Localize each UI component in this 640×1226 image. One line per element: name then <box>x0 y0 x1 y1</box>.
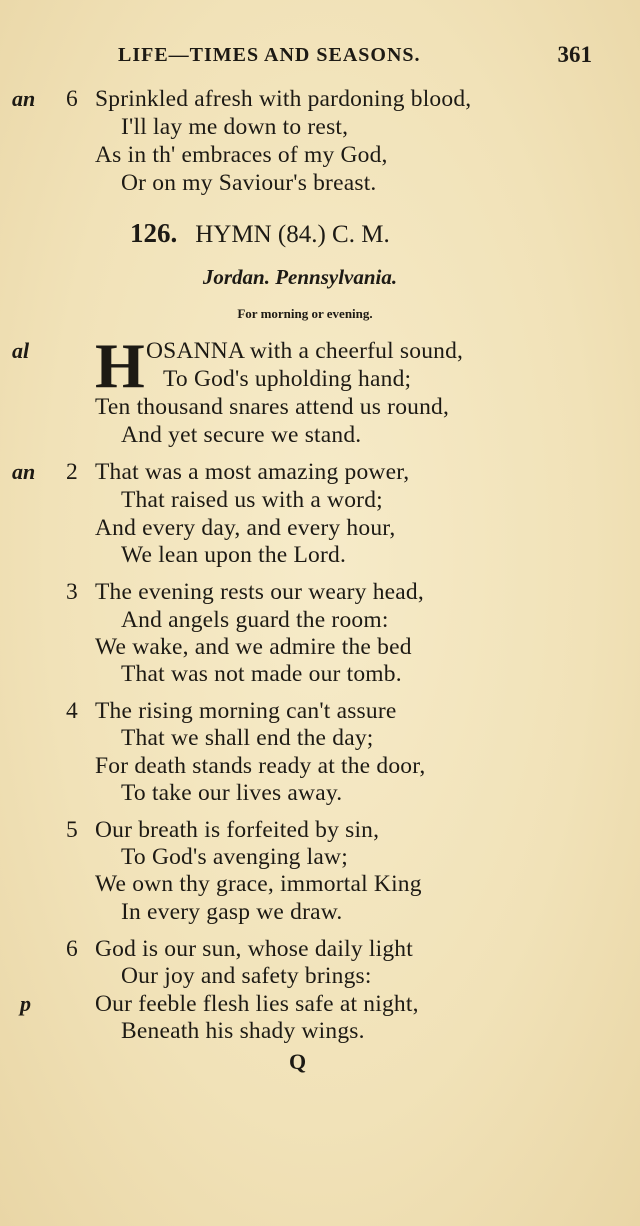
verse-line: Beneath his shady wings. <box>121 1018 365 1044</box>
verse-line: That was a most amazing power, <box>95 459 410 485</box>
hymn-heading <box>130 218 390 249</box>
stanza-number: 2 <box>66 459 78 485</box>
verse-line: Our feeble flesh lies safe at night, <box>95 991 419 1017</box>
verse-line: Or on my Saviour's breast. <box>121 170 377 196</box>
dynamic-mark: an <box>12 459 36 484</box>
dynamic-mark: al <box>12 338 30 363</box>
stanza-number: 4 <box>66 698 78 724</box>
verse-line: Our joy and safety brings: <box>121 963 372 989</box>
verse-line: For death stands ready at the door, <box>95 753 426 779</box>
stanza-number: 6 <box>66 936 78 962</box>
signature-mark: Q <box>289 1049 307 1074</box>
verse-line: That raised us with a word; <box>121 487 383 513</box>
stanza-number: 6 <box>66 86 78 112</box>
verse-line: To God's upholding hand; <box>163 366 412 392</box>
verse-line: As in th' embraces of my God, <box>95 142 388 168</box>
verse-line: OSANNA with a cheerful sound, <box>146 338 464 364</box>
verse-line: We lean upon the Lord. <box>121 542 347 568</box>
occasion-note: For morning or evening. <box>237 306 373 321</box>
verse-line: And yet secure we stand. <box>121 422 362 448</box>
tune-names: Jordan. Pennsylvania. <box>202 265 398 289</box>
running-head: LIFE—TIMES AND SEASONS. <box>118 44 421 66</box>
dynamic-mark: p <box>20 991 31 1016</box>
verse-line: In every gasp we draw. <box>121 899 343 925</box>
verse-line: We own thy grace, immortal King <box>95 871 422 897</box>
drop-cap: H <box>95 330 145 401</box>
verse-line: That we shall end the day; <box>121 725 374 751</box>
stanza-number: 5 <box>66 817 78 843</box>
verse-line: I'll lay me down to rest, <box>121 114 349 140</box>
verse-line: And every day, and every hour, <box>95 515 396 541</box>
verse-line: God is our sun, whose daily light <box>95 936 413 962</box>
verse-line: The evening rests our weary head, <box>95 579 424 605</box>
verse-line: Sprinkled afresh with pardoning blood, <box>95 86 472 112</box>
verse-line: That was not made our tomb. <box>121 661 402 687</box>
hymn-title: HYMN (84.) C. M. <box>195 221 390 248</box>
verse-line: The rising morning can't assure <box>95 698 397 724</box>
verse-line: To God's avenging law; <box>121 844 348 870</box>
hymn-number: 126. <box>130 218 178 248</box>
verse-line: Our breath is forfeited by sin, <box>95 817 380 843</box>
page-header <box>0 44 640 74</box>
verse-line: Ten thousand snares attend us round, <box>95 394 450 420</box>
verse-line: We wake, and we admire the bed <box>95 634 412 660</box>
verse-line: To take our lives away. <box>121 780 343 806</box>
stanza-number: 3 <box>66 579 78 605</box>
dynamic-mark: an <box>12 86 36 111</box>
verse-line: And angels guard the room: <box>121 607 389 633</box>
page-number: 361 <box>557 42 592 67</box>
